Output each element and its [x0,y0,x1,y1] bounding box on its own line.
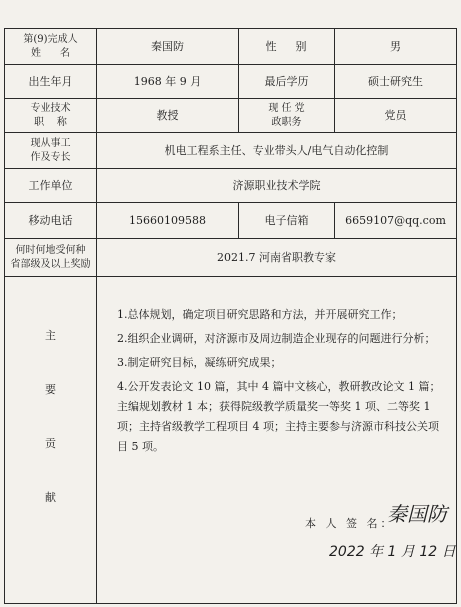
work-unit-label: 工作单位 [5,169,97,203]
contribution-label-char: 献 [45,491,56,504]
contribution-row [5,277,457,604]
contribution-label [5,277,97,604]
education-value: 硕士研究生 [335,65,457,99]
contribution-list [117,305,442,461]
title-label: 专业技术 职 称 [5,99,97,133]
work-unit-value: 济源职业技术学院 [97,169,457,203]
personal-info-form [4,28,457,604]
contribution-item: 2.组织企业调研，对济源市及周边制造企业现存的问题进行分析； [117,332,436,345]
name-label: 第(9)完成人 姓 名 [5,29,97,65]
birth-row [5,65,457,99]
birth-value: 1968 年 9 月 [97,65,239,99]
birth-label: 出生年月 [5,65,97,99]
party-value: 党员 [335,99,457,133]
gender-label: 性 别 [239,29,335,65]
handwritten-date: 2022 年 1 月 12 日 [329,544,456,560]
award-label: 何时何地受何种 省部级及以上奖励 [5,239,97,277]
gender-value: 男 [335,29,457,65]
education-label: 最后学历 [239,65,335,99]
signature-label: 本 人 签 名： [305,517,395,530]
handwritten-signature: 秦国防 [387,502,447,526]
award-row [5,239,457,277]
contact-row [5,203,457,239]
award-value: 2021.7 河南省职教专家 [97,239,457,277]
title-value: 教授 [97,99,239,133]
job-label: 现从事工 作及专长 [5,133,97,169]
work-unit-row [5,169,457,203]
contribution-label-char: 要 [45,383,56,396]
contribution-label-char: 主 [45,329,56,342]
party-label: 现 任 党 政职务 [239,99,335,133]
phone-value: 15660109588 [97,203,239,239]
contribution-item: 1.总体规划，确定项目研究思路和方法，并开展研究工作； [117,308,403,321]
name-value: 秦国防 [97,29,239,65]
contribution-body [97,277,457,604]
phone-label: 移动电话 [5,203,97,239]
email-label: 电子信箱 [239,203,335,239]
job-row [5,133,457,169]
name-row [5,29,457,65]
contribution-item: 3.制定研究目标，凝练研究成果； [117,356,282,369]
title-row [5,99,457,133]
email-value: 6659107@qq.com [335,203,457,239]
contribution-label-char: 贡 [45,437,56,450]
job-value: 机电工程系主任、专业带头人/电气自动化控制 [97,133,457,169]
contribution-item: 4.公开发表论文 10 篇，其中 4 篇中文核心，教研教改论文 1 篇；主编规划教材 1 本；获得院级教学质量奖一等奖 1 项、二等奖 1 项；主持省级教学工程项目 4 项；主持主要参与济源市科技公关项目 5 项。 [117,380,441,453]
